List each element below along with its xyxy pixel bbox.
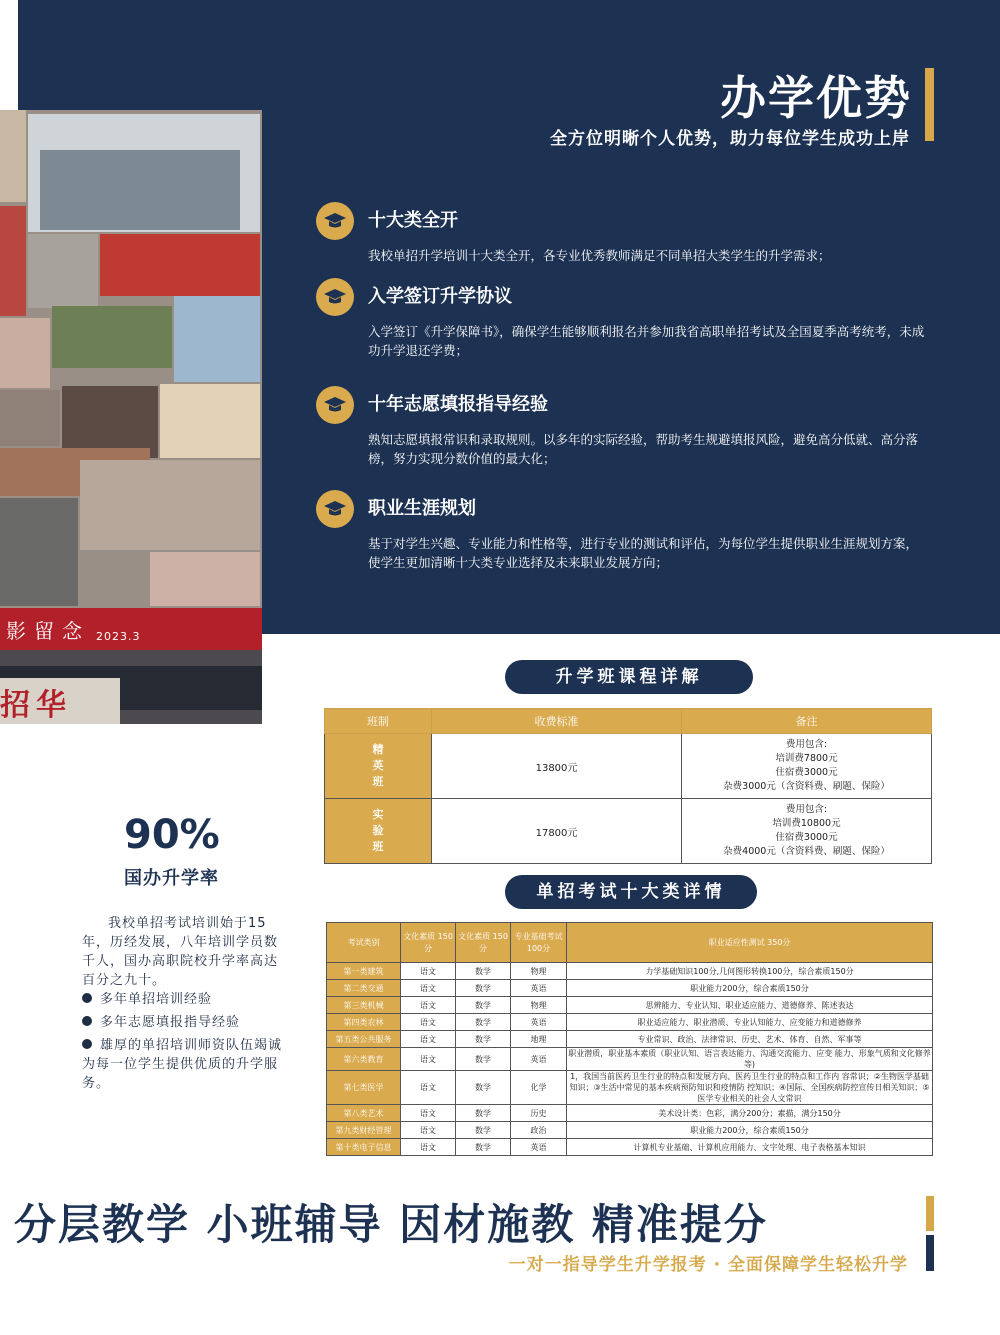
exam-table-heading: 单招考试十大类详情 [505, 875, 757, 909]
subject-cell: 数学 [456, 1105, 511, 1122]
subject-cell: 数学 [456, 1122, 511, 1139]
feature-description: 入学签订《升学保障书》，确保学生能够顺利报名并参加我省高职单招考试及全国夏季高考统考，未成功升学退还学费； [368, 324, 925, 358]
bullet-icon [82, 1016, 92, 1026]
course-table [324, 708, 932, 864]
table-row [327, 1031, 933, 1048]
category-cell: 第二类交通 [327, 980, 401, 997]
column-header: 文化素质 150分 [401, 923, 456, 963]
column-header: 班制 [325, 709, 432, 734]
graduation-cap-icon [316, 490, 354, 528]
test-content-cell: 专业常识、政治、法律常识、历史、艺术、体育、自然、军事等 [567, 1031, 933, 1048]
title-accent-bar [925, 68, 934, 141]
column-header: 专业基础考试 100分 [511, 923, 567, 963]
feature-description: 熟知志愿填报常识和录取规则。以多年的实际经验，帮助考生规避填报风险，避免高分低就、高分落榜，努力实现分数价值的最大化； [368, 432, 919, 466]
photo-collage [0, 110, 262, 724]
feature-description: 我校单招升学培训十大类全开，各专业优秀教师满足不同单招大类学生的升学需求； [368, 248, 831, 263]
category-cell: 第七类医学 [327, 1071, 401, 1105]
subject-cell: 语文 [401, 1139, 456, 1156]
table-row [327, 1048, 933, 1071]
column-header: 备注 [682, 709, 932, 734]
class-name: 精英班 [325, 734, 432, 799]
list-item: 多年单招培训经验 [82, 990, 292, 1009]
subject-cell: 数学 [456, 1014, 511, 1031]
subject-cell: 语文 [401, 997, 456, 1014]
subject-cell: 地理 [511, 1031, 567, 1048]
page-subtitle: 全方位明晰个人优势，助力每位学生成功上岸 [550, 129, 910, 149]
column-header: 考试类别 [327, 923, 401, 963]
banner-word: 招华 [0, 688, 72, 723]
test-content-cell: 职业潜质，职业基本素质（职业认知、语言表达能力、沟通交流能力、应变 能力、形象气质和文化修养等) [568, 1049, 931, 1069]
table-row [327, 1014, 933, 1031]
table-row [327, 1139, 933, 1156]
subject-cell: 数学 [456, 963, 511, 980]
table-row [327, 1122, 933, 1139]
notes-cell: 费用包含: 培训费10800元 住宿费3000元 杂费4000元（含资料费、刷题、保险） [682, 799, 932, 864]
fee-cell: 13800元 [432, 734, 682, 799]
promotion-rate-value: 90% [124, 812, 220, 858]
test-content-cell: 美术设计类：色彩，满分200分；素描，满分150分 [567, 1105, 933, 1122]
subject-cell: 数学 [456, 1071, 511, 1105]
column-header: 职业适应性测试 350分 [567, 923, 933, 963]
subject-cell: 语文 [401, 963, 456, 980]
table-row [325, 799, 932, 864]
bullet-icon [82, 993, 92, 1003]
category-cell: 第五类公共服务 [327, 1031, 401, 1048]
test-content-cell: 计算机专业基础、计算机应用能力、文字处理、电子表格基本知识 [567, 1139, 933, 1156]
footer-subslogan: 一对一指导学生升学报考 · 全面保障学生轻松升学 [508, 1255, 908, 1275]
feature-title: 十年志愿填报指导经验 [368, 394, 548, 415]
feature-title: 入学签订升学协议 [368, 286, 512, 307]
feature-title: 十大类全开 [368, 210, 458, 231]
column-header: 收费标准 [432, 709, 682, 734]
table-row [327, 980, 933, 997]
test-content-cell: 思辨能力、专业认知、职业适应能力、道德修养、陈述表达 [567, 997, 933, 1014]
banner-text: 影留念 [6, 619, 90, 643]
subject-cell: 语文 [401, 1031, 456, 1048]
test-content-cell: 职业适应能力、职业潜质、专业认知能力、应变能力和道德修养 [567, 1014, 933, 1031]
subject-cell: 语文 [401, 1122, 456, 1139]
subject-cell: 物理 [511, 963, 567, 980]
table-row [327, 997, 933, 1014]
fee-cell: 17800元 [432, 799, 682, 864]
subject-cell: 英语 [511, 1014, 567, 1031]
class-name: 实验班 [325, 799, 432, 864]
graduation-cap-icon [316, 386, 354, 424]
subject-cell: 语文 [401, 1014, 456, 1031]
banner-date: 2023.3 [96, 630, 141, 643]
subject-cell: 数学 [456, 1139, 511, 1156]
category-cell: 第八类艺术 [327, 1105, 401, 1122]
page-title: 办学优势 [720, 71, 912, 125]
category-cell: 第三类机械 [327, 997, 401, 1014]
bullet-icon [82, 1039, 92, 1049]
footer-accent-bar [926, 1235, 934, 1271]
feature-title: 职业生涯规划 [368, 498, 476, 519]
table-row [327, 963, 933, 980]
subject-cell: 语文 [401, 1071, 456, 1105]
subject-cell: 数学 [456, 1031, 511, 1048]
feature-description: 基于对学生兴趣、专业能力和性格等，进行专业的测试和评估，为每位学生提供职业生涯规划方案，使学生更加清晰十大类专业选择及未来职业发展方向； [368, 536, 919, 570]
test-content-cell: 1，我国当前医药卫生行业的特点和发展方向、医药卫生行业的特点和工作内 容常识；②生物医学基础知识；③生活中常见的基本疾病预防知识和疫情防 控知识；④国际、全国疾病防控宣传日相关知识；⑤医学专业相关的社会人文常识 [567, 1071, 933, 1105]
table-row [327, 1105, 933, 1122]
subject-cell: 语文 [401, 1105, 456, 1122]
subject-cell: 英语 [511, 980, 567, 997]
subject-cell: 历史 [511, 1105, 567, 1122]
subject-cell: 政治 [511, 1122, 567, 1139]
test-content-cell: 职业能力200分，综合素质150分 [567, 980, 933, 997]
subject-cell: 数学 [456, 1048, 511, 1071]
category-cell: 第四类农林 [327, 1014, 401, 1031]
list-item: 多年志愿填报指导经验 [82, 1013, 292, 1032]
subject-cell: 英语 [511, 1139, 567, 1156]
table-row [327, 1071, 933, 1105]
subject-cell: 物理 [511, 997, 567, 1014]
footer-accent-bar [926, 1196, 934, 1231]
exam-table [326, 922, 933, 1156]
test-content-cell: 力学基础知识100分,几何图形转换100分，综合素质150分 [567, 963, 933, 980]
category-cell: 第九类财经管理 [327, 1122, 401, 1139]
subject-cell: 英语 [511, 1048, 567, 1071]
category-cell: 第十类电子信息 [327, 1139, 401, 1156]
intro-text: 我校单招考试培训始于15年，历经发展，八年培训学员数千人，国办高职院校升学率高达百分之九十。 [82, 916, 279, 988]
list-item: 雄厚的单招培训师资队伍竭诚为每一位学生提供优质的升学服务。 [82, 1038, 283, 1091]
category-cell: 第六类教育 [327, 1048, 401, 1071]
graduation-cap-icon [316, 278, 354, 316]
subject-cell: 数学 [456, 980, 511, 997]
table-row [325, 734, 932, 799]
course-table-heading: 升学班课程详解 [505, 660, 753, 694]
subject-cell: 化学 [511, 1071, 567, 1105]
graduation-cap-icon [316, 202, 354, 240]
test-content-cell: 职业能力200分，综合素质150分 [567, 1122, 933, 1139]
column-header: 文化素质 150分 [456, 923, 511, 963]
footer-slogan: 分层教学 小班辅导 因材施教 精准提分 [14, 1200, 768, 1249]
category-cell: 第一类建筑 [327, 963, 401, 980]
notes-cell: 费用包含: 培训费7800元 住宿费3000元 杂费3000元（含资料费、刷题、保险） [682, 734, 932, 799]
subject-cell: 语文 [401, 1048, 456, 1071]
promotion-rate-label: 国办升学率 [124, 868, 219, 889]
subject-cell: 数学 [456, 997, 511, 1014]
subject-cell: 语文 [401, 980, 456, 997]
